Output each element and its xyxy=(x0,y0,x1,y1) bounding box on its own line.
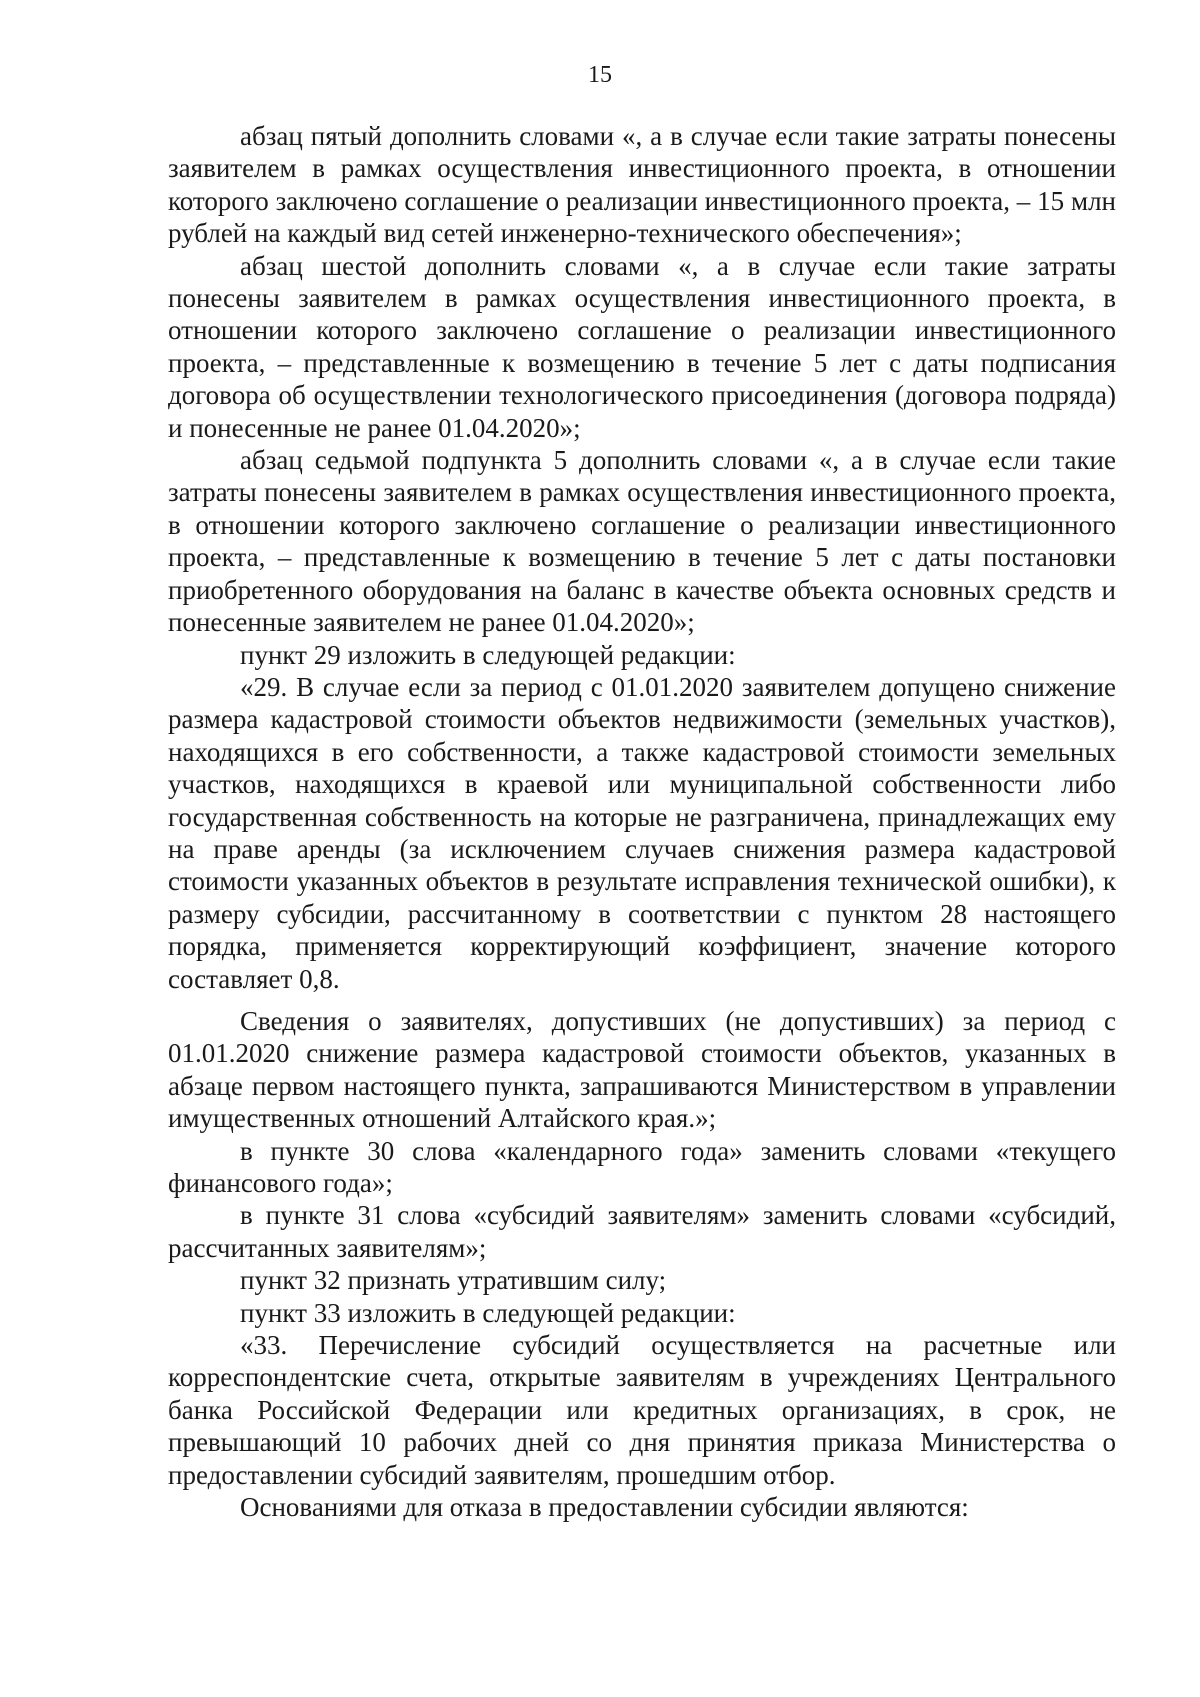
paragraph-9: пункт 32 признать утратившим силу; xyxy=(240,1265,667,1296)
paragraph-3: абзац седьмой подпункта 5 дополнить словами «, а в случае если такие затраты понесены заявителем в рамках осуществления инвестиционного проекта, в отношении которого заключено соглашение о реализации инвестиционного проекта, – представленные к возмещению в течение 5 лет с даты постановки приобретенного оборудования на баланс в качестве объекта основных средств и понесенные заявителем не ранее 01.04.2020»; xyxy=(168,445,1116,638)
paragraph-2: абзац шестой дополнить словами «, а в случае если такие затраты понесены заявителем в рамках осуществления инвестиционного проекта, в отношении которого заключено соглашение о реализации инвестиционного проекта, – представленные к возмещению в течение 5 лет с даты подписания договора об осуществлении технологического присоединения (договора подряда) и понесенные не ранее 01.04.2020»; xyxy=(168,250,1116,443)
paragraph-8: в пункте 31 слова «субсидий заявителям» заменить словами «субсидий, рассчитанных заявителям»; xyxy=(168,1200,1116,1263)
paragraph-1: абзац пятый дополнить словами «, а в случае если такие затраты понесены заявителем в рамках осуществления инвестиционного проекта, в отношении которого заключено соглашение о реализации инвестиционного проекта, – 15 млн рублей на каждый вид сетей инженерно-технического обеспечения»; xyxy=(168,121,1116,249)
paragraph-4: пункт 29 изложить в следующей редакции: xyxy=(240,639,736,670)
document-body xyxy=(168,120,1116,1523)
paragraph-10: пункт 33 изложить в следующей редакции: xyxy=(240,1297,736,1328)
paragraph-7: в пункте 30 слова «календарного года» заменить словами «текущего финансового года»; xyxy=(168,1135,1116,1198)
paragraph-12: Основаниями для отказа в предоставлении субсидии являются: xyxy=(240,1492,969,1523)
paragraph-5: «29. В случае если за период с 01.01.2020 заявителем допущено снижение размера кадастровой стоимости объектов недвижимости (земельных участков), находящихся в его собственности, а также кадастровой стоимости земельных участков, находящихся в краевой или муниципальной собственности либо государственная собственность на которые не разграничена, принадлежащих ему на праве аренды (за исключением случаев снижения размера кадастровой стоимости указанных объектов в результате исправления технической ошибки), к размеру субсидии, рассчитанному в соответствии с пунктом 28 настоящего порядка, применяется корректирующий коэффициент, значение которого составляет 0,8. xyxy=(168,671,1116,994)
paragraph-6: Сведения о заявителях, допустивших (не допустивших) за период с 01.01.2020 снижение размера кадастровой стоимости объектов, указанных в абзаце первом настоящего пункта, запрашиваются Министерством в управлении имущественных отношений Алтайского края.»; xyxy=(168,1005,1116,1134)
page-number: 15 xyxy=(588,62,612,88)
paragraph-11: «33. Перечисление субсидий осуществляется на расчетные или корреспондентские счета, открытые заявителям в учреждениях Центрального банка Российской Федерации или кредитных организациях, в срок, не превышающий 10 рабочих дней со дня принятия приказа Министерства о предоставлении субсидий заявителям, прошедшим отбор. xyxy=(168,1330,1116,1490)
